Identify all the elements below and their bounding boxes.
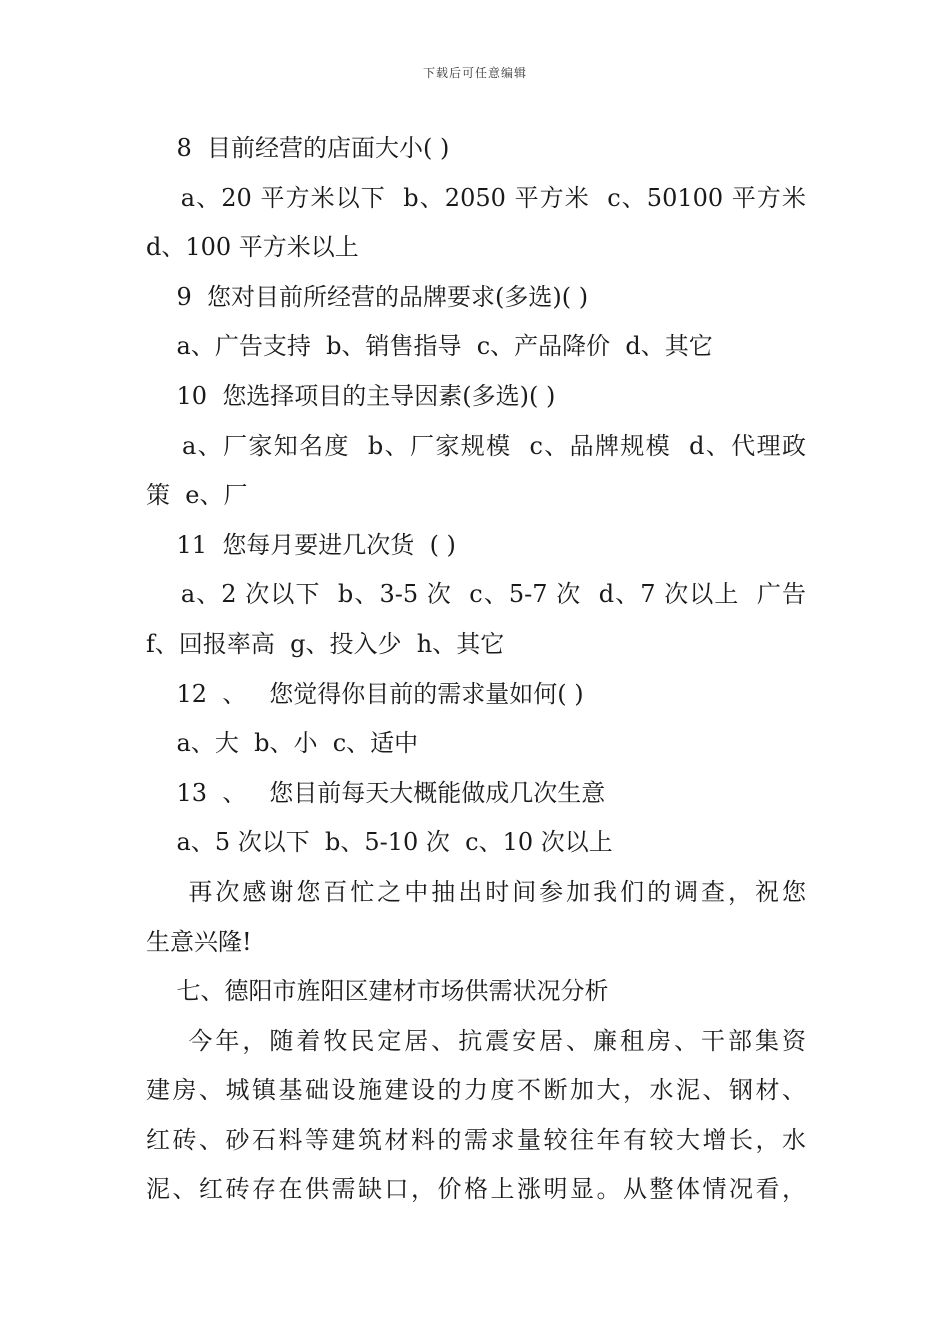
question-8-options: a、20 平方米以下 b、2050 平方米 c、50100 平方米 <box>146 183 806 212</box>
question-11-options: a、2 次以下 b、3-5 次 c、5-7 次 d、7 次以上 广告 <box>146 580 806 609</box>
question-10-options-cont: 策 e、厂 <box>146 481 248 510</box>
question-9-options: a、广告支持 b、销售指导 c、产品降价 d、其它 <box>146 332 713 361</box>
page-header: 下载后可任意编辑 <box>422 66 527 80</box>
question-10-options: a、厂家知名度 b、厂家规模 c、品牌规模 d、代理政 <box>146 431 806 460</box>
thanks-paragraph: 再次感谢您百忙之中抽出时间参加我们的调查，祝您 <box>146 877 806 906</box>
question-8-options-cont: d、100 平方米以上 <box>146 233 359 262</box>
question-10: 10 您选择项目的主导因素(多选)( ) <box>146 381 556 410</box>
question-9: 9 您对目前所经营的品牌要求(多选)( ) <box>146 282 589 311</box>
question-13-options: a、5 次以下 b、5-10 次 c、10 次以上 <box>146 828 613 857</box>
analysis-paragraph-line-4: 泥、红砖存在供需缺口，价格上涨明显。从整体情况看， <box>146 1175 806 1204</box>
analysis-paragraph-line-2: 建房、城镇基础设施建设的力度不断加大，水泥、钢材、 <box>146 1076 806 1105</box>
question-13: 13 、 您目前每天大概能做成几次生意 <box>146 778 606 807</box>
analysis-paragraph-line-3: 红砖、砂石料等建筑材料的需求量较往年有较大增长，水 <box>146 1125 806 1154</box>
question-12: 12 、 您觉得你目前的需求量如何( ) <box>146 679 584 708</box>
question-11-options-cont: f、回报率高 g、投入少 h、其它 <box>146 629 505 658</box>
question-8: 8 目前经营的店面大小( ) <box>146 134 450 162</box>
question-12-options: a、大 b、小 c、适中 <box>146 729 419 758</box>
section-heading: 七、德阳市旌阳区建材市场供需状况分析 <box>146 977 609 1006</box>
analysis-paragraph-line-1: 今年，随着牧民定居、抗震安居、廉租房、干部集资 <box>146 1026 806 1055</box>
document-body <box>146 124 806 1215</box>
thanks-paragraph-cont: 生意兴隆! <box>146 927 252 956</box>
question-11: 11 您每月要进几次货 ( ) <box>146 530 456 559</box>
